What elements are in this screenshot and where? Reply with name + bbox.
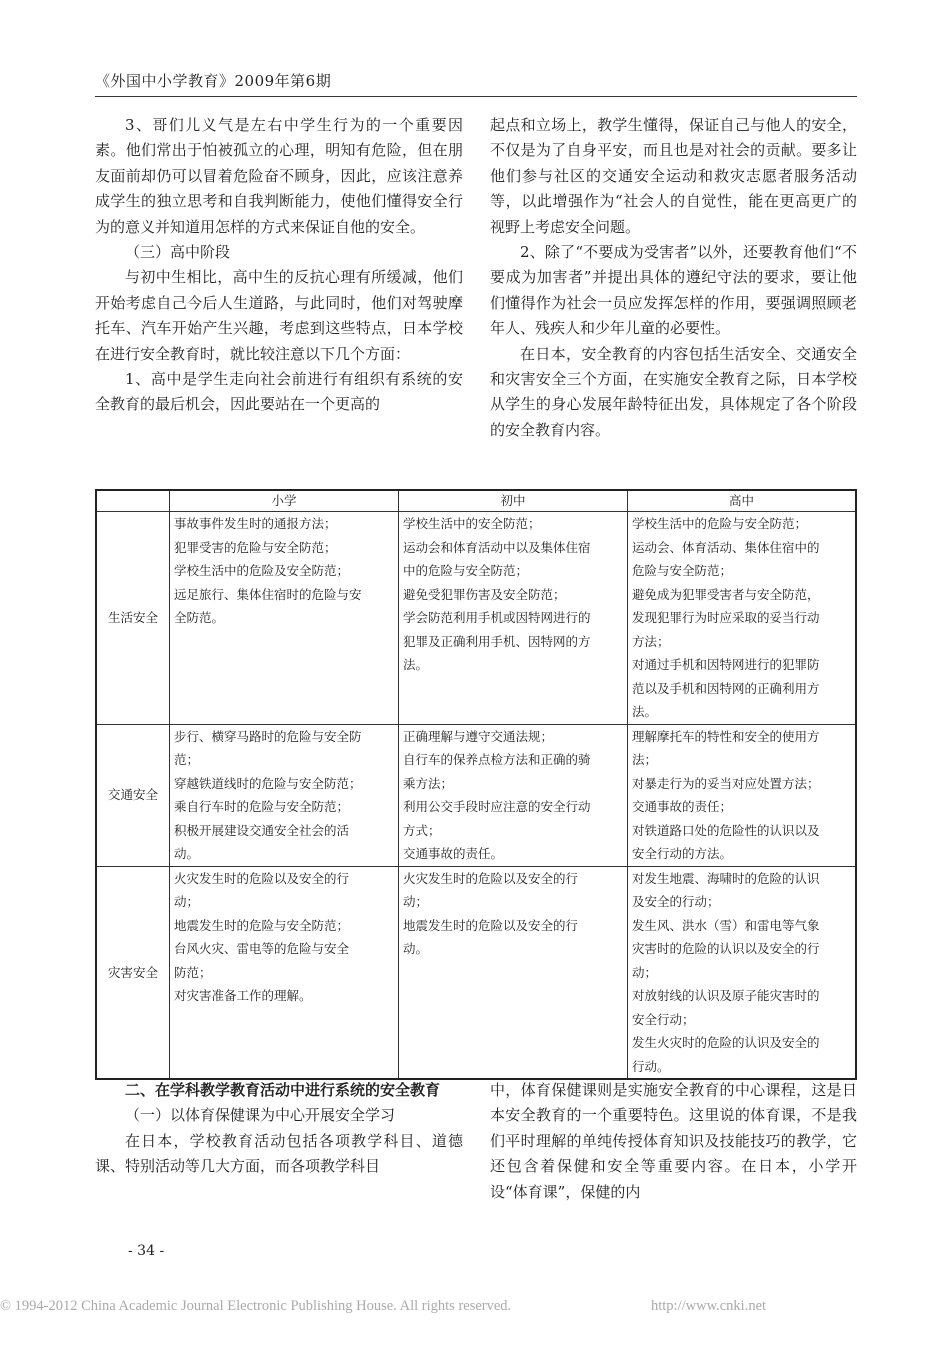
- cell-line: 动；: [174, 894, 200, 909]
- header-junior-high: 初中: [399, 490, 628, 512]
- cell-line: 乘自行车时的危险与安全防范；: [174, 799, 350, 814]
- cell-line: 动。: [174, 846, 200, 861]
- table-header-row: [96, 490, 856, 512]
- category-cell: 灾害安全: [96, 866, 170, 1079]
- cell-line: 地震发生时的危险与安全防范；: [174, 917, 350, 933]
- cell-line: 避免受犯罪伤害及安全防范；: [403, 586, 566, 602]
- table-row: [96, 512, 856, 725]
- header-primary: 小学: [170, 490, 399, 512]
- cell-line: 事故事件发生时的通报方法；: [174, 516, 337, 531]
- table-cell: [628, 512, 857, 725]
- cell-line: 发生火灾时的危险的认识及安全的: [632, 1035, 820, 1050]
- table-cell: [628, 724, 857, 866]
- cell-line: 自行车的保养点检方法和正确的骑: [403, 752, 591, 767]
- table-cell: [170, 866, 399, 1079]
- cell-line: 运动会和体育活动中以及集体住宿: [403, 539, 591, 555]
- cell-line: 犯罪及正确利用手机、因特网的方: [403, 633, 591, 649]
- right-column-top: [490, 113, 857, 443]
- table-cell: [170, 724, 399, 866]
- cell-line: 法；: [632, 752, 658, 767]
- table-cell: [628, 866, 857, 1079]
- cell-line: 避免成为犯罪受害者与安全防范，: [632, 586, 820, 602]
- cell-line: 学校生活中的危险及安全防范；: [174, 563, 350, 578]
- journal-header: 《外国中小学教育》2009年第6期: [95, 72, 332, 90]
- cell-line: 理解摩托车的特性和安全的使用方: [632, 728, 820, 744]
- cell-line: 远足旅行、集体住宿时的危险与安: [174, 586, 362, 602]
- cell-line: 对发生地震、海啸时的危险的认识: [632, 870, 820, 886]
- paragraph: 与初中生相比，高中生的反抗心理有所缓减，他们开始考虑自己今后人生道路，与此同时，他们对驾驶摩托车、汽车开始产生兴趣，考虑到这些特点，日本学校在进行安全教育时，就比较注意以下几个方面：: [95, 268, 463, 363]
- subsection-heading: （一）以体育保健课为中心开展安全学习: [125, 1106, 396, 1125]
- table-row: [96, 866, 856, 1079]
- cell-line: 乘方法；: [403, 775, 454, 791]
- table-cell: [399, 724, 628, 866]
- left-column-top: [95, 113, 463, 418]
- cell-line: 台风火灾、雷电等的危险与安全: [174, 941, 350, 956]
- section-heading: 二、在学科教学教育活动中进行系统的安全教育: [125, 1081, 441, 1099]
- cell-line: 学校生活中的危险与安全防范；: [632, 516, 808, 531]
- cell-line: 范；: [174, 752, 200, 767]
- cell-line: 发现犯罪行为时应采取的妥当行动: [632, 610, 820, 625]
- right-column-bottom: [490, 1078, 857, 1205]
- paragraph: 在日本，学校教育活动包括各项教学科目、道德课、特别活动等几大方面，而各项教学科目: [95, 1131, 463, 1176]
- table-cell: [399, 512, 628, 725]
- cell-line: 利用公交手段时应注意的安全行动: [403, 799, 591, 814]
- paragraph: 中，体育保健课则是实施安全教育的中心课程，这是日本安全教育的一个重要特色。这里说的体育课，不是我们平时理解的单纯传授体育知识及技能技巧的教学，它还包含着保健和安全等重要内容。在日本，小学开设“体育课”，保健的内: [490, 1081, 857, 1201]
- cell-line: 法。: [632, 704, 658, 719]
- cell-line: 地震发生时的危险以及安全的行: [403, 917, 579, 933]
- page-number: - 34 -: [128, 1243, 165, 1259]
- cell-line: 及安全的行动；: [632, 894, 720, 909]
- paragraph: 2、除了“不要成为受害者”以外，还要教育他们“不要成为加害者”并提出具体的遵纪守法的要求，要让他们懂得作为社会一员应发挥怎样的作用，要强调照顾老年人、残疾人和少年儿童的必要性。: [490, 243, 857, 338]
- cell-line: 学会防范利用手机或因特网进行的: [403, 610, 591, 625]
- copyright-notice: © 1994-2012 China Academic Journal Electronic Publishing House. All rights reserved.: [0, 1298, 512, 1314]
- cell-line: 全防范。: [174, 610, 225, 625]
- cell-line: 对暴走行为的妥当对应处置方法；: [632, 775, 820, 791]
- cell-line: 行动。: [632, 1058, 670, 1074]
- left-column-bottom: [95, 1078, 463, 1180]
- cell-line: 火灾发生时的危险以及安全的行: [174, 870, 350, 886]
- cell-line: 学校生活中的安全防范；: [403, 516, 541, 531]
- cell-line: 发生风、洪水（雪）和雷电等气象: [632, 917, 820, 933]
- cell-line: 对放射线的认识及原子能灾害时的: [632, 988, 820, 1003]
- cell-line: 安全行动；: [632, 1011, 695, 1027]
- cell-line: 灾害时的危险的认识以及安全的行: [632, 941, 820, 956]
- cell-line: 步行、横穿马路时的危险与安全防: [174, 728, 362, 744]
- cell-line: 积极开展建设交通安全社会的活: [174, 822, 350, 838]
- cell-line: 安全行动的方法。: [632, 846, 733, 861]
- subsection-heading: （三）高中阶段: [125, 243, 231, 262]
- paragraph: 起点和立场上，教学生懂得，保证自己与他人的安全，不仅是为了自身平安，而且也是对社会的贡献。要多让他们参与社区的交通安全运动和救灾志愿者服务活动等，以此增强作为“社会人的自觉性，能在更高更广的视野上考虑安全问题。: [490, 116, 857, 236]
- cell-line: 运动会、体育活动、集体住宿中的: [632, 539, 820, 555]
- cell-line: 动。: [403, 941, 429, 956]
- cell-line: 正确理解与遵守交通法规；: [403, 728, 554, 744]
- paragraph: 在日本，安全教育的内容包括生活安全、交通安全和灾害安全三个方面，在实施安全教育之际，日本学校从学生的身心发展年龄特征出发，具体规定了各个阶段的安全教育内容。: [490, 344, 857, 439]
- header-rule: [95, 96, 857, 97]
- cell-line: 动；: [632, 964, 658, 980]
- cell-line: 犯罪受害的危险与安全防范；: [174, 539, 337, 555]
- cell-line: 交通事故的责任。: [403, 846, 504, 861]
- cell-line: 方法；: [632, 633, 670, 649]
- table-cell: [170, 512, 399, 725]
- table-corner-cell: [96, 490, 170, 512]
- cell-line: 动；: [403, 894, 429, 909]
- paragraph: 1、高中是学生走向社会前进行有组织有系统的安全教育的最后机会，因此要站在一个更高的: [95, 370, 463, 414]
- safety-education-table: [95, 489, 857, 1080]
- cell-line: 危险与安全防范；: [632, 563, 733, 578]
- footer-url[interactable]: http://www.cnki.net: [651, 1298, 767, 1314]
- table-cell: [399, 866, 628, 1079]
- cell-line: 穿越铁道线时的危险与安全防范；: [174, 775, 362, 791]
- cell-line: 火灾发生时的危险以及安全的行: [403, 870, 579, 886]
- header-senior-high: 高中: [628, 490, 857, 512]
- category-cell: 生活安全: [96, 512, 170, 725]
- cell-line: 法。: [403, 657, 429, 672]
- paragraph: 3、哥们儿义气是左右中学生行为的一个重要因素。他们常出于怕被孤立的心理，明知有危险，但在朋友面前却仍可以冒着危险奋不顾身，因此，应该注意养成学生的独立思考和自我判断能力，使他们懂得安全行为的意义并知道用怎样的方式来保证自他的安全。: [95, 116, 463, 236]
- cell-line: 范以及手机和因特网的正确利用方: [632, 680, 820, 696]
- cell-line: 防范；: [174, 964, 212, 980]
- cell-line: 交通事故的责任；: [632, 799, 733, 814]
- cell-line: 对灾害准备工作的理解。: [174, 988, 312, 1003]
- cell-line: 中的危险与安全防范；: [403, 563, 529, 578]
- cell-line: 对铁道路口处的危险性的认识以及: [632, 822, 820, 838]
- table-row: [96, 724, 856, 866]
- cell-line: 对通过手机和因特网进行的犯罪防: [632, 657, 820, 672]
- cell-line: 方式；: [403, 822, 441, 838]
- category-cell: 交通安全: [96, 724, 170, 866]
